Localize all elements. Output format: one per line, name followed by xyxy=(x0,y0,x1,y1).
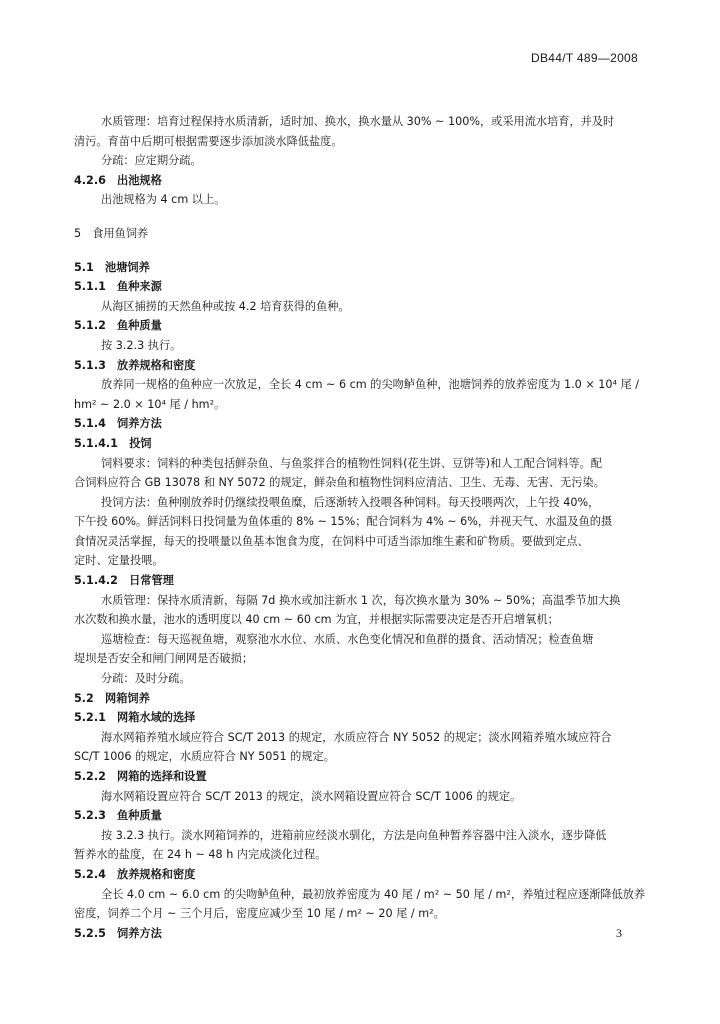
page-number: 3 xyxy=(616,926,622,940)
section-heading: 5.1.4.2 日常管理 xyxy=(74,574,174,588)
paragraph-line: 暂养水的盐度，在 24 h ~ 48 h 内完成淡化过程。 xyxy=(74,848,327,862)
chapter-heading: 5 食用鱼饲养 xyxy=(74,226,149,240)
paragraph-line: 分疏：应定期分疏。 xyxy=(101,154,202,168)
section-heading: 5.1 池塘饲养 xyxy=(74,260,150,274)
paragraph-line: 按 3.2.3 执行。淡水网箱饲养的，进箱前应经淡水驯化，方法是向鱼种暂养容器中注入淡水，逐步降低 xyxy=(101,828,607,842)
paragraph-line: 水质管理：培育过程保持水质清新，适时加、换水，换水量从 30% ~ 100%，或采用流水培育，并及时 xyxy=(101,115,615,128)
paragraph-line: 堤坝是否安全和闸门闸网是否破损； xyxy=(74,652,254,666)
paragraph-line: 下午投 60%。鲜活饲料日投饲量为鱼体重的 8% ~ 15%；配合饲料为 4% ~ 6%，并视天气、水温及鱼的摄 xyxy=(74,515,613,529)
paragraph-line: 投饲方法：鱼种刚放养时仍继续投喂鱼糜，后逐渐转入投喂各种饲料。每天投喂两次，上午投 40%， xyxy=(101,495,600,509)
section-heading: 4.2.6 出池规格 xyxy=(74,173,162,187)
section-heading: 5.2.4 放养规格和密度 xyxy=(74,867,196,881)
section-heading: 5.1.3 放养规格和密度 xyxy=(74,358,196,372)
document-code: DB44/T 489—2008 xyxy=(530,51,638,65)
paragraph-line: 分疏：及时分疏。 xyxy=(101,672,191,686)
section-heading: 5.1.4 饲养方法 xyxy=(74,417,162,431)
paragraph-line: 海水网箱养殖水域应符合 SC/T 2013 的规定，水质应符合 NY 5052 的规定；淡水网箱养殖水域应符合 xyxy=(101,730,612,744)
paragraph-line: 饲料要求：饲料的种类包括鲜杂鱼、与鱼浆拌合的植物性饲料(花生饼、豆饼等)和人工配合饲料等。配 xyxy=(101,456,602,470)
section-heading: 5.1.2 鱼种质量 xyxy=(74,319,162,333)
paragraph-line: 合饲料应符合 GB 13078 和 NY 5072 的规定，鲜杂鱼和植物性饲料应清洁、卫生、无毒、无害、无污染。 xyxy=(74,476,605,490)
paragraph-line: SC/T 1006 的规定，水质应符合 NY 5051 的规定。 xyxy=(74,750,335,764)
section-heading: 5.2.5 饲养方法 xyxy=(74,926,162,940)
paragraph-line: 按 3.2.3 执行。 xyxy=(101,338,182,352)
paragraph-line: 水次数和换水量，池水的透明度以 40 cm ~ 60 cm 为宜，并根据实际需要决定是否开启增氧机； xyxy=(74,613,559,627)
paragraph-line: hm² ~ 2.0 × 10⁴ 尾 / hm²。 xyxy=(74,397,226,411)
section-heading: 5.1.4.1 投饲 xyxy=(74,436,152,450)
paragraph-line: 定时、定量投喂。 xyxy=(74,554,164,568)
section-heading: 5.1.1 鱼种来源 xyxy=(74,280,162,294)
paragraph-line: 全长 4.0 cm ~ 6.0 cm 的尖吻鲈鱼种，最初放养密度为 40 尾 / m² ~ 50 尾 / m²，养殖过程应逐渐降低放养 xyxy=(101,887,646,901)
paragraph-line: 海水网箱设置应符合 SC/T 2013 的规定，淡水网箱设置应符合 SC/T 1006 的规定。 xyxy=(101,789,522,803)
paragraph-line: 巡塘检查：每天巡视鱼塘，观察池水水位、水质、水色变化情况和鱼群的摄食、活动情况；检查鱼塘 xyxy=(101,632,594,646)
section-heading: 5.2 网箱饲养 xyxy=(74,691,150,705)
section-heading: 5.2.1 网箱水域的选择 xyxy=(74,711,196,725)
paragraph-line: 清污。育苗中后期可根据需要逐步添加淡水降低盐度。 xyxy=(74,134,343,148)
paragraph-line: 放养同一规格的鱼种应一次放足，全长 4 cm ~ 6 cm 的尖吻鲈鱼种，池塘饲养的放养密度为 1.0 × 10⁴ 尾 / xyxy=(101,378,640,392)
document-body xyxy=(74,112,646,943)
paragraph-line: 水质管理：保持水质清新，每隔 7d 换水或加注新水 1 次，每次换水量为 30% ~ 50%；高温季节加大换 xyxy=(101,593,621,607)
section-heading: 5.2.2 网箱的选择和设置 xyxy=(74,770,207,783)
section-heading: 5.2.3 鱼种质量 xyxy=(74,809,162,823)
paragraph-line: 食情况灵活掌握，每天的投喂量以鱼基本饱食为度，在饲料中可适当添加维生素和矿物质。要做到定点、 xyxy=(74,534,589,548)
paragraph-line: 从海区捕捞的天然鱼种或按 4.2 培育获得的鱼种。 xyxy=(101,299,350,313)
paragraph-line: 出池规格为 4 cm 以上。 xyxy=(101,193,226,207)
paragraph-line: 密度，饲养二个月 ~ 三个月后，密度应减少至 10 尾 / m² ~ 20 尾 / m²。 xyxy=(74,907,445,921)
